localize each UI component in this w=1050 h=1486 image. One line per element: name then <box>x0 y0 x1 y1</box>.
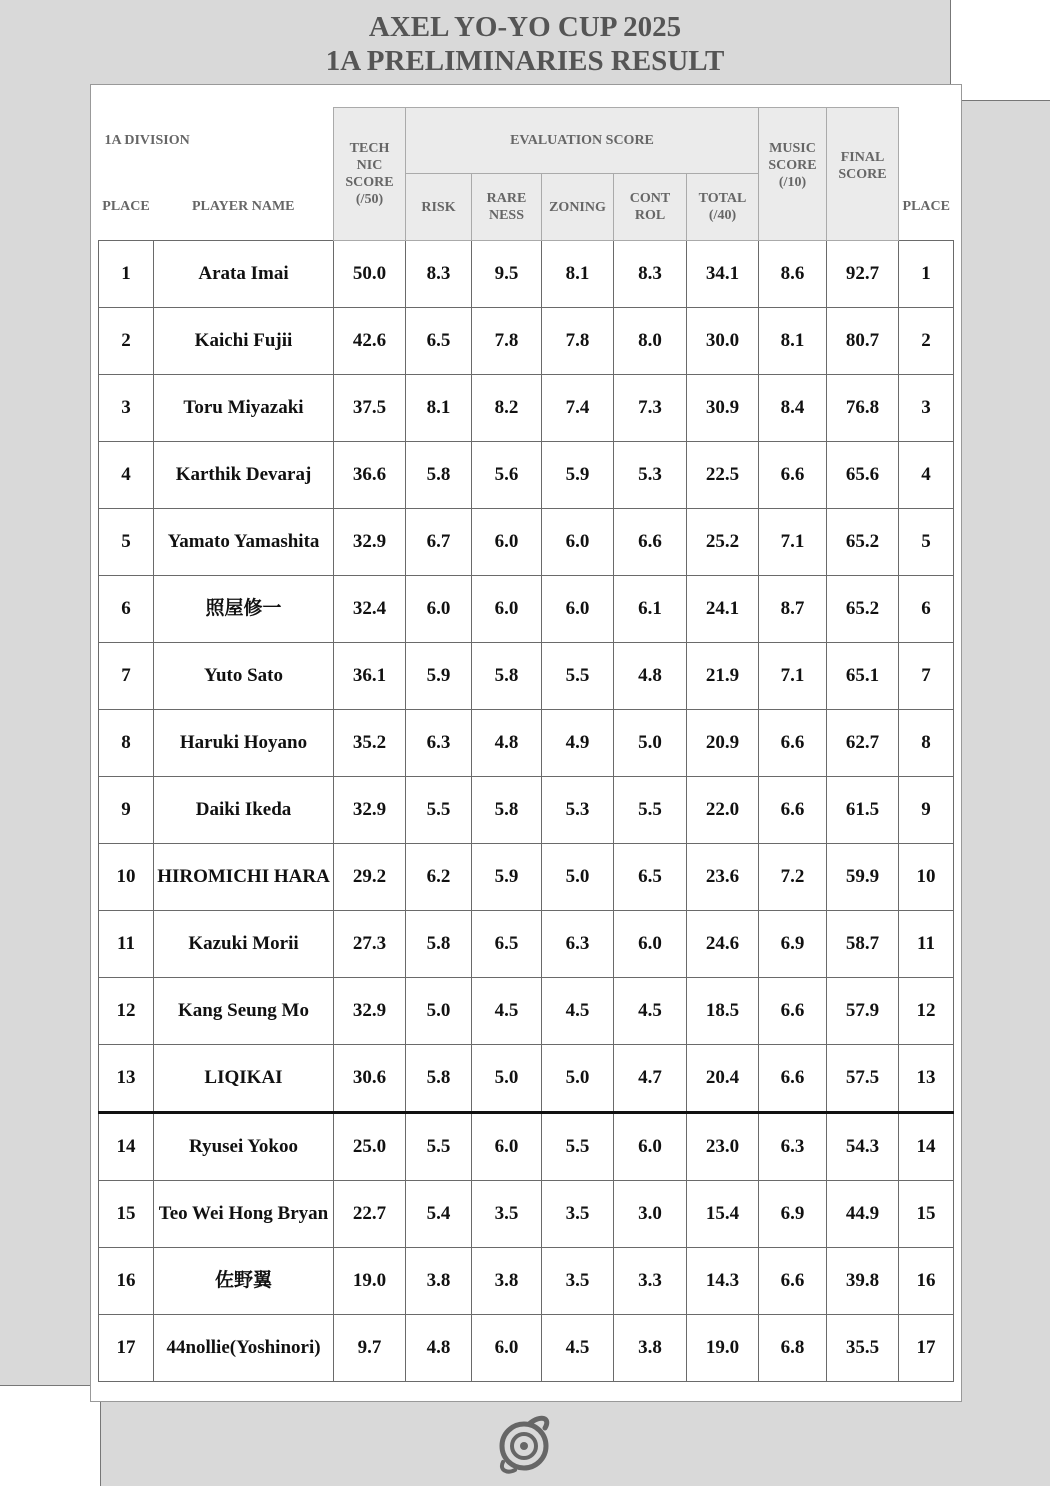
place-cell: 14 <box>99 1113 154 1181</box>
results-table <box>98 107 954 1382</box>
zoning-header: ZONING <box>542 174 614 241</box>
title-line-1: AXEL YO-YO CUP 2025 <box>368 11 682 43</box>
music-score-cell: 6.6 <box>759 442 827 509</box>
place-cell-right: 17 <box>899 1315 954 1382</box>
title-line-2: 1A PRELIMINARIES RESULT <box>325 45 725 77</box>
player-name-cell: Arata Imai <box>154 241 334 308</box>
risk-cell: 5.5 <box>406 777 472 844</box>
place-cell-right: 11 <box>899 911 954 978</box>
risk-cell: 3.8 <box>406 1248 472 1315</box>
table-row <box>99 442 954 509</box>
place-cell: 7 <box>99 643 154 710</box>
music-score-cell: 6.3 <box>759 1113 827 1181</box>
total-cell: 21.9 <box>687 643 759 710</box>
zoning-cell: 4.5 <box>542 1315 614 1382</box>
final-score-cell: 44.9 <box>827 1181 899 1248</box>
player-name-cell: Daiki Ikeda <box>154 777 334 844</box>
place-cell: 4 <box>99 442 154 509</box>
music-score-cell: 7.1 <box>759 509 827 576</box>
zoning-cell: 6.0 <box>542 509 614 576</box>
music-score-header: MUSIC SCORE (/10) <box>759 108 827 241</box>
technic-score-cell: 42.6 <box>334 308 406 375</box>
music-score-cell: 6.6 <box>759 777 827 844</box>
control-cell: 6.5 <box>614 844 687 911</box>
control-cell: 3.3 <box>614 1248 687 1315</box>
place-cell: 6 <box>99 576 154 643</box>
player-name-cell: Ryusei Yokoo <box>154 1113 334 1181</box>
player-name-cell: Haruki Hoyano <box>154 710 334 777</box>
technic-score-cell: 19.0 <box>334 1248 406 1315</box>
rareness-cell: 6.0 <box>472 1113 542 1181</box>
place-cell-right: 14 <box>899 1113 954 1181</box>
control-cell: 7.3 <box>614 375 687 442</box>
table-row <box>99 308 954 375</box>
divider <box>0 1385 100 1386</box>
player-name-cell: 佐野翼 <box>154 1248 334 1315</box>
rareness-header: RARE NESS <box>472 174 542 241</box>
zoning-cell: 7.4 <box>542 375 614 442</box>
zoning-cell: 5.0 <box>542 1045 614 1113</box>
control-cell: 6.6 <box>614 509 687 576</box>
player-name-cell: Yamato Yamashita <box>154 509 334 576</box>
page-title <box>0 10 1050 78</box>
place-cell-right: 7 <box>899 643 954 710</box>
technic-score-cell: 9.7 <box>334 1315 406 1382</box>
total-cell: 30.9 <box>687 375 759 442</box>
table-row <box>99 978 954 1045</box>
total-cell: 34.1 <box>687 241 759 308</box>
risk-cell: 5.0 <box>406 978 472 1045</box>
risk-cell: 5.5 <box>406 1113 472 1181</box>
control-header: CONT ROL <box>614 174 687 241</box>
place-cell: 16 <box>99 1248 154 1315</box>
music-score-cell: 6.9 <box>759 1181 827 1248</box>
evaluation-score-header: EVALUATION SCORE <box>406 108 759 174</box>
risk-cell: 6.2 <box>406 844 472 911</box>
technic-score-cell: 32.9 <box>334 777 406 844</box>
table-row <box>99 509 954 576</box>
final-score-cell: 57.5 <box>827 1045 899 1113</box>
music-score-cell: 7.2 <box>759 844 827 911</box>
zoning-cell: 4.9 <box>542 710 614 777</box>
rareness-cell: 5.6 <box>472 442 542 509</box>
player-name-cell: LIQIKAI <box>154 1045 334 1113</box>
control-cell: 5.0 <box>614 710 687 777</box>
total-cell: 24.6 <box>687 911 759 978</box>
zoning-cell: 6.0 <box>542 576 614 643</box>
player-name-header: PLAYER NAME <box>191 199 295 215</box>
rareness-cell: 8.2 <box>472 375 542 442</box>
table-row <box>99 576 954 643</box>
final-score-cell: 59.9 <box>827 844 899 911</box>
control-cell: 5.5 <box>614 777 687 844</box>
zoning-cell: 5.5 <box>542 643 614 710</box>
risk-header: RISK <box>406 174 472 241</box>
control-cell: 3.0 <box>614 1181 687 1248</box>
total-cell: 18.5 <box>687 978 759 1045</box>
risk-cell: 5.8 <box>406 1045 472 1113</box>
final-score-cell: 76.8 <box>827 375 899 442</box>
division-header: 1A DIVISION <box>104 133 190 148</box>
total-cell: 24.1 <box>687 576 759 643</box>
total-cell: 15.4 <box>687 1181 759 1248</box>
place-cell-right: 8 <box>899 710 954 777</box>
zoning-cell: 6.3 <box>542 911 614 978</box>
technic-score-cell: 22.7 <box>334 1181 406 1248</box>
total-cell: 23.0 <box>687 1113 759 1181</box>
risk-cell: 4.8 <box>406 1315 472 1382</box>
total-cell: 14.3 <box>687 1248 759 1315</box>
technic-score-cell: 27.3 <box>334 911 406 978</box>
rareness-cell: 6.0 <box>472 509 542 576</box>
place-cell: 3 <box>99 375 154 442</box>
technic-score-cell: 37.5 <box>334 375 406 442</box>
place-cell-right: 15 <box>899 1181 954 1248</box>
rareness-cell: 5.8 <box>472 777 542 844</box>
control-cell: 6.1 <box>614 576 687 643</box>
technic-score-cell: 30.6 <box>334 1045 406 1113</box>
control-cell: 3.8 <box>614 1315 687 1382</box>
final-score-cell: 92.7 <box>827 241 899 308</box>
player-name-cell: Kazuki Morii <box>154 911 334 978</box>
place-cell: 17 <box>99 1315 154 1382</box>
table-row <box>99 710 954 777</box>
final-score-cell: 35.5 <box>827 1315 899 1382</box>
total-cell: 20.9 <box>687 710 759 777</box>
risk-cell: 5.9 <box>406 643 472 710</box>
rareness-cell: 4.8 <box>472 710 542 777</box>
technic-score-cell: 32.9 <box>334 978 406 1045</box>
player-name-cell: HIROMICHI HARA <box>154 844 334 911</box>
place-header-right: PLACE <box>902 199 950 214</box>
total-cell: 19.0 <box>687 1315 759 1382</box>
music-score-cell: 6.9 <box>759 911 827 978</box>
risk-cell: 5.8 <box>406 442 472 509</box>
music-score-cell: 6.6 <box>759 978 827 1045</box>
place-cell-right: 5 <box>899 509 954 576</box>
place-cell: 9 <box>99 777 154 844</box>
control-cell: 8.0 <box>614 308 687 375</box>
zoning-cell: 3.5 <box>542 1181 614 1248</box>
technic-score-cell: 29.2 <box>334 844 406 911</box>
music-score-cell: 8.4 <box>759 375 827 442</box>
final-score-cell: 61.5 <box>827 777 899 844</box>
table-row <box>99 241 954 308</box>
rareness-cell: 9.5 <box>472 241 542 308</box>
zoning-cell: 5.3 <box>542 777 614 844</box>
zoning-cell: 3.5 <box>542 1248 614 1315</box>
player-name-cell: Karthik Devaraj <box>154 442 334 509</box>
control-cell: 4.5 <box>614 978 687 1045</box>
table-row <box>99 1045 954 1113</box>
risk-cell: 6.5 <box>406 308 472 375</box>
technic-score-cell: 35.2 <box>334 710 406 777</box>
place-cell-right: 3 <box>899 375 954 442</box>
final-score-cell: 62.7 <box>827 710 899 777</box>
music-score-cell: 7.1 <box>759 643 827 710</box>
place-cell-right: 16 <box>899 1248 954 1315</box>
place-cell-right: 12 <box>899 978 954 1045</box>
results-body <box>99 241 954 1382</box>
risk-cell: 5.4 <box>406 1181 472 1248</box>
place-cell: 2 <box>99 308 154 375</box>
player-name-cell: Teo Wei Hong Bryan <box>154 1181 334 1248</box>
music-score-cell: 6.6 <box>759 1248 827 1315</box>
place-cell-right: 10 <box>899 844 954 911</box>
place-cell: 13 <box>99 1045 154 1113</box>
player-name-cell: 44nollie(Yoshinori) <box>154 1315 334 1382</box>
technic-score-header: TECH NIC SCORE (/50) <box>334 108 406 241</box>
table-row <box>99 844 954 911</box>
zoning-cell: 5.0 <box>542 844 614 911</box>
results-card <box>90 84 962 1402</box>
final-score-cell: 54.3 <box>827 1113 899 1181</box>
final-score-cell: 65.1 <box>827 643 899 710</box>
place-cell-right: 4 <box>899 442 954 509</box>
rareness-cell: 5.8 <box>472 643 542 710</box>
table-row <box>99 911 954 978</box>
risk-cell: 6.7 <box>406 509 472 576</box>
rareness-cell: 6.0 <box>472 576 542 643</box>
player-name-cell: 照屋修一 <box>154 576 334 643</box>
control-cell: 8.3 <box>614 241 687 308</box>
risk-cell: 6.3 <box>406 710 472 777</box>
music-score-cell: 6.6 <box>759 710 827 777</box>
zoning-cell: 5.5 <box>542 1113 614 1181</box>
music-score-cell: 6.6 <box>759 1045 827 1113</box>
technic-score-cell: 25.0 <box>334 1113 406 1181</box>
table-row <box>99 777 954 844</box>
total-cell: 30.0 <box>687 308 759 375</box>
rareness-cell: 5.0 <box>472 1045 542 1113</box>
place-cell: 1 <box>99 241 154 308</box>
final-score-cell: 65.2 <box>827 576 899 643</box>
technic-score-cell: 36.6 <box>334 442 406 509</box>
technic-score-cell: 50.0 <box>334 241 406 308</box>
total-cell: 25.2 <box>687 509 759 576</box>
risk-cell: 6.0 <box>406 576 472 643</box>
zoning-cell: 4.5 <box>542 978 614 1045</box>
control-cell: 4.7 <box>614 1045 687 1113</box>
technic-score-cell: 36.1 <box>334 643 406 710</box>
place-cell: 12 <box>99 978 154 1045</box>
final-score-cell: 39.8 <box>827 1248 899 1315</box>
table-row <box>99 1181 954 1248</box>
total-cell: 20.4 <box>687 1045 759 1113</box>
music-score-cell: 8.1 <box>759 308 827 375</box>
rareness-cell: 5.9 <box>472 844 542 911</box>
final-score-cell: 58.7 <box>827 911 899 978</box>
rareness-cell: 4.5 <box>472 978 542 1045</box>
place-cell: 10 <box>99 844 154 911</box>
place-cell: 11 <box>99 911 154 978</box>
technic-score-cell: 32.4 <box>334 576 406 643</box>
total-cell: 22.5 <box>687 442 759 509</box>
place-cell-right: 2 <box>899 308 954 375</box>
table-row <box>99 1248 954 1315</box>
place-header: PLACE <box>102 199 150 215</box>
control-cell: 5.3 <box>614 442 687 509</box>
zoning-cell: 8.1 <box>542 241 614 308</box>
control-cell: 6.0 <box>614 911 687 978</box>
yoyo-swirl-logo-icon <box>493 1412 555 1474</box>
place-cell: 8 <box>99 710 154 777</box>
table-row <box>99 375 954 442</box>
table-row <box>99 1113 954 1181</box>
rareness-cell: 7.8 <box>472 308 542 375</box>
place-cell-right: 6 <box>899 576 954 643</box>
place-cell-right: 13 <box>899 1045 954 1113</box>
player-name-cell: Kaichi Fujii <box>154 308 334 375</box>
total-cell: 23.6 <box>687 844 759 911</box>
place-cell-right: 9 <box>899 777 954 844</box>
rareness-cell: 3.5 <box>472 1181 542 1248</box>
table-row <box>99 1315 954 1382</box>
place-cell: 5 <box>99 509 154 576</box>
risk-cell: 5.8 <box>406 911 472 978</box>
rareness-cell: 6.0 <box>472 1315 542 1382</box>
rareness-cell: 6.5 <box>472 911 542 978</box>
player-name-cell: Yuto Sato <box>154 643 334 710</box>
place-cell-right: 1 <box>899 241 954 308</box>
table-row <box>99 643 954 710</box>
zoning-cell: 5.9 <box>542 442 614 509</box>
risk-cell: 8.1 <box>406 375 472 442</box>
total-header: TOTAL (/40) <box>687 174 759 241</box>
final-score-cell: 80.7 <box>827 308 899 375</box>
music-score-cell: 6.8 <box>759 1315 827 1382</box>
risk-cell: 8.3 <box>406 241 472 308</box>
music-score-cell: 8.6 <box>759 241 827 308</box>
final-score-cell: 65.6 <box>827 442 899 509</box>
place-cell: 15 <box>99 1181 154 1248</box>
final-score-header: FINAL SCORE <box>827 108 899 241</box>
technic-score-cell: 32.9 <box>334 509 406 576</box>
rareness-cell: 3.8 <box>472 1248 542 1315</box>
music-score-cell: 8.7 <box>759 576 827 643</box>
control-cell: 6.0 <box>614 1113 687 1181</box>
final-score-cell: 65.2 <box>827 509 899 576</box>
total-cell: 22.0 <box>687 777 759 844</box>
control-cell: 4.8 <box>614 643 687 710</box>
player-name-cell: Toru Miyazaki <box>154 375 334 442</box>
player-name-cell: Kang Seung Mo <box>154 978 334 1045</box>
final-score-cell: 57.9 <box>827 978 899 1045</box>
zoning-cell: 7.8 <box>542 308 614 375</box>
